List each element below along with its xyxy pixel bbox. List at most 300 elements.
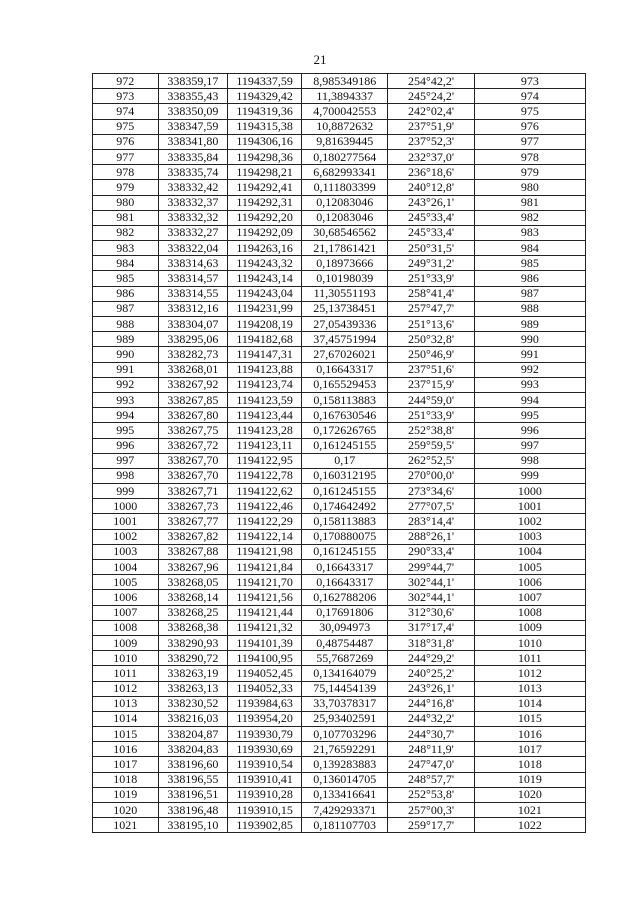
table-cell: 338314,55 <box>158 286 228 301</box>
table-cell: 1194121,70 <box>228 575 302 590</box>
table-cell: 273°34,6' <box>388 484 474 499</box>
table-cell: 995 <box>93 423 159 438</box>
table-cell: 21,17861421 <box>302 241 388 256</box>
table-cell: 338267,85 <box>158 392 228 407</box>
table-cell: 1194123,11 <box>228 438 302 453</box>
table-cell: 338267,80 <box>158 408 228 423</box>
table-cell: 983 <box>93 241 159 256</box>
table-cell: 33,70378317 <box>302 696 388 711</box>
table-cell: 1012 <box>93 681 159 696</box>
table-cell: 974 <box>474 89 585 104</box>
table-cell: 338263,13 <box>158 681 228 696</box>
table-cell: 987 <box>474 286 585 301</box>
table-cell: 25,93402591 <box>302 711 388 726</box>
table-cell: 312°30,6' <box>388 605 474 620</box>
table-cell: 1194101,39 <box>228 635 302 650</box>
table-cell: 250°46,9' <box>388 347 474 362</box>
table-row <box>93 149 586 164</box>
table-cell: 237°51,9' <box>388 119 474 134</box>
table-cell: 338268,25 <box>158 605 228 620</box>
table-cell: 1193954,20 <box>228 711 302 726</box>
table-cell: 1194243,04 <box>228 286 302 301</box>
table-cell: 27,05439336 <box>302 317 388 332</box>
page-number: 21 <box>313 52 327 67</box>
table-cell: 1194208,19 <box>228 317 302 332</box>
table-cell: 338267,72 <box>158 438 228 453</box>
table-cell: 240°12,8' <box>388 180 474 195</box>
table-cell: 1194315,38 <box>228 119 302 134</box>
table-cell: 1194243,14 <box>228 271 302 286</box>
table-cell: 338267,73 <box>158 499 228 514</box>
table-cell: 0,181107703 <box>302 818 388 833</box>
table-cell: 1001 <box>474 499 585 514</box>
table-cell: 338267,82 <box>158 529 228 544</box>
table-cell: 248°57,7' <box>388 772 474 787</box>
table-cell: 338267,70 <box>158 468 228 483</box>
table-cell: 1016 <box>474 727 585 742</box>
table-cell: 1194123,44 <box>228 408 302 423</box>
table-cell: 994 <box>93 408 159 423</box>
table-cell: 1194182,68 <box>228 332 302 347</box>
table-cell: 1017 <box>474 742 585 757</box>
table-row <box>93 529 586 544</box>
table-cell: 1012 <box>474 666 585 681</box>
table-cell: 0,16643317 <box>302 560 388 575</box>
table-row <box>93 803 586 818</box>
table-cell: 232°37,0' <box>388 149 474 164</box>
table-cell: 999 <box>93 484 159 499</box>
table-cell: 338268,01 <box>158 362 228 377</box>
table-row <box>93 605 586 620</box>
table-row <box>93 651 586 666</box>
table-row <box>93 468 586 483</box>
table-cell: 338230,52 <box>158 696 228 711</box>
table-row <box>93 423 586 438</box>
table-cell: 75,14454139 <box>302 681 388 696</box>
table-cell: 30,094973 <box>302 620 388 635</box>
table-cell: 1194122,29 <box>228 514 302 529</box>
table-cell: 1000 <box>93 499 159 514</box>
table-cell: 21,76592291 <box>302 742 388 757</box>
table-row <box>93 818 586 833</box>
table-cell: 975 <box>474 104 585 119</box>
table-row <box>93 499 586 514</box>
table-cell: 996 <box>93 438 159 453</box>
table-row <box>93 438 586 453</box>
table-row <box>93 590 586 605</box>
table-cell: 251°33,9' <box>388 271 474 286</box>
table-row <box>93 408 586 423</box>
table-cell: 1194100,95 <box>228 651 302 666</box>
table-cell: 338359,17 <box>158 74 228 89</box>
table-cell: 987 <box>93 301 159 316</box>
table-row <box>93 347 586 362</box>
table-cell: 1010 <box>474 635 585 650</box>
table-cell: 983 <box>474 225 585 240</box>
table-row <box>93 742 586 757</box>
table-cell: 1194123,59 <box>228 392 302 407</box>
table-cell: 1194292,09 <box>228 225 302 240</box>
table-cell: 283°14,4' <box>388 514 474 529</box>
table-cell: 30,68546562 <box>302 225 388 240</box>
table-cell: 1011 <box>474 651 585 666</box>
table-cell: 1194121,98 <box>228 544 302 559</box>
table-cell: 254°42,2' <box>388 74 474 89</box>
table-cell: 0,12083046 <box>302 210 388 225</box>
table-cell: 1194052,33 <box>228 681 302 696</box>
table-cell: 1194319,36 <box>228 104 302 119</box>
table-cell: 0,160312195 <box>302 468 388 483</box>
table-row <box>93 666 586 681</box>
table-row <box>93 787 586 802</box>
table-cell: 0,165529453 <box>302 377 388 392</box>
table-cell: 290°33,4' <box>388 544 474 559</box>
table-cell: 237°51,6' <box>388 362 474 377</box>
table-cell: 979 <box>93 180 159 195</box>
table-cell: 259°59,5' <box>388 438 474 453</box>
table-cell: 1003 <box>93 544 159 559</box>
table-cell: 1194243,32 <box>228 256 302 271</box>
table-cell: 1006 <box>474 575 585 590</box>
table-cell: 1194121,84 <box>228 560 302 575</box>
table-row <box>93 362 586 377</box>
table-cell: 338268,14 <box>158 590 228 605</box>
table-cell: 981 <box>474 195 585 210</box>
table-cell: 252°38,8' <box>388 423 474 438</box>
table-cell: 1007 <box>93 605 159 620</box>
table-cell: 994 <box>474 392 585 407</box>
table-cell: 978 <box>474 149 585 164</box>
table-cell: 990 <box>474 332 585 347</box>
table-row <box>93 89 586 104</box>
table-cell: 242°02,4' <box>388 104 474 119</box>
table-cell: 0,48754487 <box>302 635 388 650</box>
table-cell: 338290,72 <box>158 651 228 666</box>
table-row <box>93 165 586 180</box>
table-cell: 0,174642492 <box>302 499 388 514</box>
table-cell: 1194292,31 <box>228 195 302 210</box>
table-row <box>93 301 586 316</box>
table-cell: 338332,42 <box>158 180 228 195</box>
table-cell: 1009 <box>93 635 159 650</box>
table-cell: 1002 <box>93 529 159 544</box>
table-cell: 1004 <box>93 560 159 575</box>
table-cell: 338350,09 <box>158 104 228 119</box>
table-cell: 338335,84 <box>158 149 228 164</box>
table-cell: 1019 <box>93 787 159 802</box>
table-row <box>93 514 586 529</box>
table-cell: 988 <box>474 301 585 316</box>
table-cell: 1019 <box>474 772 585 787</box>
table-cell: 1015 <box>93 727 159 742</box>
table-cell: 11,30551193 <box>302 286 388 301</box>
table-cell: 1018 <box>474 757 585 772</box>
table-cell: 338263,19 <box>158 666 228 681</box>
table-cell: 247°47,0' <box>388 757 474 772</box>
table-cell: 6,682993341 <box>302 165 388 180</box>
table-row <box>93 575 586 590</box>
table-cell: 338314,57 <box>158 271 228 286</box>
table-cell: 1015 <box>474 711 585 726</box>
table-row <box>93 772 586 787</box>
table-cell: 0,16643317 <box>302 362 388 377</box>
table-cell: 262°52,5' <box>388 453 474 468</box>
table-cell: 288°26,1' <box>388 529 474 544</box>
table-cell: 4,700042553 <box>302 104 388 119</box>
table-row <box>93 195 586 210</box>
table-cell: 0,158113883 <box>302 514 388 529</box>
table-cell: 1194123,74 <box>228 377 302 392</box>
table-cell: 317°17,4' <box>388 620 474 635</box>
table-cell: 0,170880075 <box>302 529 388 544</box>
table-cell: 1194122,95 <box>228 453 302 468</box>
table-cell: 0,161245155 <box>302 438 388 453</box>
table-cell: 1194052,45 <box>228 666 302 681</box>
table-cell: 984 <box>474 241 585 256</box>
table-cell: 0,10198039 <box>302 271 388 286</box>
table-row <box>93 134 586 149</box>
table-row <box>93 210 586 225</box>
table-cell: 251°33,9' <box>388 408 474 423</box>
table-cell: 1194231,99 <box>228 301 302 316</box>
table-body <box>93 74 586 833</box>
table-cell: 338290,93 <box>158 635 228 650</box>
table-cell: 252°53,8' <box>388 787 474 802</box>
table-cell: 989 <box>474 317 585 332</box>
table-cell: 1007 <box>474 590 585 605</box>
table-cell: 1194292,20 <box>228 210 302 225</box>
table-cell: 0,139283883 <box>302 757 388 772</box>
table-cell: 243°26,1' <box>388 195 474 210</box>
table-cell: 338196,51 <box>158 787 228 802</box>
table-cell: 318°31,8' <box>388 635 474 650</box>
table-cell: 1013 <box>474 681 585 696</box>
table-row <box>93 544 586 559</box>
table-cell: 1193910,28 <box>228 787 302 802</box>
table-cell: 0,107703296 <box>302 727 388 742</box>
table-cell: 11,3894337 <box>302 89 388 104</box>
table-cell: 977 <box>93 149 159 164</box>
table-cell: 0,17691806 <box>302 605 388 620</box>
table-cell: 237°52,3' <box>388 134 474 149</box>
table-cell: 244°29,2' <box>388 651 474 666</box>
table-cell: 1005 <box>93 575 159 590</box>
table-cell: 257°00,3' <box>388 803 474 818</box>
table-cell: 37,45751994 <box>302 332 388 347</box>
table-row <box>93 332 586 347</box>
table-cell: 258°41,4' <box>388 286 474 301</box>
table-cell: 988 <box>93 317 159 332</box>
table-cell: 1021 <box>93 818 159 833</box>
table-cell: 25,13738451 <box>302 301 388 316</box>
table-cell: 1010 <box>93 651 159 666</box>
table-cell: 338195,10 <box>158 818 228 833</box>
table-row <box>93 727 586 742</box>
table-cell: 1014 <box>474 696 585 711</box>
table-cell: 248°11,9' <box>388 742 474 757</box>
table-cell: 1194147,31 <box>228 347 302 362</box>
table-cell: 1194123,28 <box>228 423 302 438</box>
table-row <box>93 225 586 240</box>
table-cell: 992 <box>474 362 585 377</box>
table-cell: 243°26,1' <box>388 681 474 696</box>
table-cell: 1014 <box>93 711 159 726</box>
table-cell: 338335,74 <box>158 165 228 180</box>
table-cell: 259°17,7' <box>388 818 474 833</box>
table-cell: 257°47,7' <box>388 301 474 316</box>
table-cell: 992 <box>93 377 159 392</box>
table-cell: 981 <box>93 210 159 225</box>
table-cell: 991 <box>93 362 159 377</box>
table-cell: 0,161245155 <box>302 544 388 559</box>
table-row <box>93 271 586 286</box>
table-cell: 245°33,4' <box>388 225 474 240</box>
table-cell: 997 <box>474 438 585 453</box>
table-cell: 27,67026021 <box>302 347 388 362</box>
table-cell: 250°31,5' <box>388 241 474 256</box>
table-cell: 1193930,79 <box>228 727 302 742</box>
table-cell: 338267,77 <box>158 514 228 529</box>
table-cell: 976 <box>474 119 585 134</box>
table-row <box>93 74 586 89</box>
table-row <box>93 560 586 575</box>
table-cell: 0,17 <box>302 453 388 468</box>
table-cell: 974 <box>93 104 159 119</box>
table-cell: 10,8872632 <box>302 119 388 134</box>
table-cell: 299°44,7' <box>388 560 474 575</box>
table-cell: 1194329,42 <box>228 89 302 104</box>
table-cell: 1009 <box>474 620 585 635</box>
table-cell: 997 <box>93 453 159 468</box>
table-cell: 991 <box>474 347 585 362</box>
table-cell: 0,180277564 <box>302 149 388 164</box>
table-cell: 0,158113883 <box>302 392 388 407</box>
table-cell: 244°32,2' <box>388 711 474 726</box>
table-row <box>93 711 586 726</box>
table-cell: 1194122,62 <box>228 484 302 499</box>
table-row <box>93 317 586 332</box>
table-cell: 973 <box>93 89 159 104</box>
table-cell: 338322,04 <box>158 241 228 256</box>
table-cell: 1194122,46 <box>228 499 302 514</box>
table-cell: 338268,05 <box>158 575 228 590</box>
table-cell: 1193902,85 <box>228 818 302 833</box>
table-cell: 972 <box>93 74 159 89</box>
table-row <box>93 757 586 772</box>
table-cell: 338204,83 <box>158 742 228 757</box>
table-cell: 982 <box>474 210 585 225</box>
table-cell: 979 <box>474 165 585 180</box>
table-cell: 1011 <box>93 666 159 681</box>
table-cell: 1194123,88 <box>228 362 302 377</box>
table-cell: 1008 <box>93 620 159 635</box>
table-cell: 999 <box>474 468 585 483</box>
table-cell: 338332,32 <box>158 210 228 225</box>
table-cell: 986 <box>93 286 159 301</box>
table-cell: 338347,59 <box>158 119 228 134</box>
table-cell: 302°44,1' <box>388 575 474 590</box>
table-cell: 0,162788206 <box>302 590 388 605</box>
table-cell: 1001 <box>93 514 159 529</box>
table-cell: 1193930,69 <box>228 742 302 757</box>
table-cell: 338332,37 <box>158 195 228 210</box>
table-cell: 338312,16 <box>158 301 228 316</box>
table-cell: 244°16,8' <box>388 696 474 711</box>
table-cell: 237°15,9' <box>388 377 474 392</box>
table-cell: 1194292,41 <box>228 180 302 195</box>
table-row <box>93 104 586 119</box>
table-cell: 338314,63 <box>158 256 228 271</box>
table-row <box>93 286 586 301</box>
table-cell: 338267,70 <box>158 453 228 468</box>
table-row <box>93 377 586 392</box>
table-cell: 245°24,2' <box>388 89 474 104</box>
table-cell: 7,429293371 <box>302 803 388 818</box>
table-cell: 302°44,1' <box>388 590 474 605</box>
table-cell: 1194298,21 <box>228 165 302 180</box>
table-cell: 1004 <box>474 544 585 559</box>
table-cell: 980 <box>474 180 585 195</box>
table-cell: 1020 <box>474 787 585 802</box>
table-row <box>93 484 586 499</box>
table-cell: 1018 <box>93 772 159 787</box>
table-cell: 0,111803399 <box>302 180 388 195</box>
table-cell: 1017 <box>93 757 159 772</box>
table-cell: 1193910,54 <box>228 757 302 772</box>
table-cell: 338268,38 <box>158 620 228 635</box>
table-cell: 1194121,44 <box>228 605 302 620</box>
table-cell: 990 <box>93 347 159 362</box>
table-cell: 989 <box>93 332 159 347</box>
table-cell: 1002 <box>474 514 585 529</box>
table-cell: 244°59,0' <box>388 392 474 407</box>
table-cell: 8,985349186 <box>302 74 388 89</box>
table-row <box>93 392 586 407</box>
table-cell: 993 <box>474 377 585 392</box>
table-cell: 0,161245155 <box>302 484 388 499</box>
table-row <box>93 119 586 134</box>
table-cell: 1008 <box>474 605 585 620</box>
table-cell: 1194122,78 <box>228 468 302 483</box>
table-cell: 995 <box>474 408 585 423</box>
table-cell: 1194306,16 <box>228 134 302 149</box>
table-cell: 980 <box>93 195 159 210</box>
table-row <box>93 241 586 256</box>
table-cell: 0,172626765 <box>302 423 388 438</box>
table-cell: 338267,92 <box>158 377 228 392</box>
table-cell: 251°13,6' <box>388 317 474 332</box>
table-row <box>93 635 586 650</box>
table-cell: 338196,48 <box>158 803 228 818</box>
table-cell: 0,133416641 <box>302 787 388 802</box>
table-cell: 338282,73 <box>158 347 228 362</box>
table-cell: 338196,55 <box>158 772 228 787</box>
table-cell: 0,18973666 <box>302 256 388 271</box>
table-cell: 973 <box>474 74 585 89</box>
table-cell: 338355,43 <box>158 89 228 104</box>
table-row <box>93 696 586 711</box>
table-cell: 1194121,56 <box>228 590 302 605</box>
table-row <box>93 453 586 468</box>
table-cell: 976 <box>93 134 159 149</box>
table-cell: 338304,07 <box>158 317 228 332</box>
table-cell: 985 <box>474 256 585 271</box>
table-cell: 1194298,36 <box>228 149 302 164</box>
table-cell: 977 <box>474 134 585 149</box>
table-cell: 270°00,0' <box>388 468 474 483</box>
table-cell: 1193984,63 <box>228 696 302 711</box>
table-cell: 1013 <box>93 696 159 711</box>
